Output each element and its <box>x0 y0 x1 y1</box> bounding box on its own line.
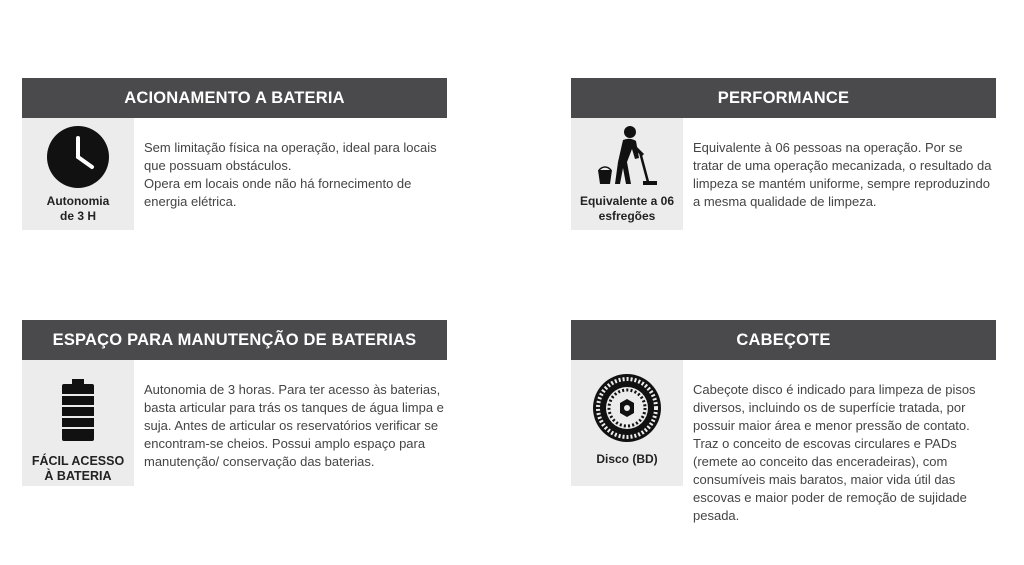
icon-label: Equivalente a 06 esfregões <box>579 194 675 223</box>
icon-box <box>22 360 134 486</box>
card-title: PERFORMANCE <box>571 78 996 118</box>
card-description: Cabeçote disco é indicado para limpeza de pisos diversos, incluindo os de superfície tratada, por possuir maior área e menor pressão de contato. Traz o conceito de escovas circulares e PADs (remete ao conceito das enceradeiras), com consumíveis mais baratos, maior vida útil das escovas e maior poder de remoção de sujidade pesada. <box>693 382 976 523</box>
icon-box <box>571 360 683 486</box>
brush-disc-icon <box>592 373 662 443</box>
card-title: ESPAÇO PARA MANUTENÇÃO DE BATERIAS <box>22 320 447 360</box>
card-description: Sem limitação física na operação, ideal para locais que possuam obstáculos. Opera em locais onde não há fornecimento de energia elétrica. <box>144 140 437 209</box>
card-acionamento-bateria <box>22 78 447 230</box>
icon-label: Autonomia de 3 H <box>46 194 110 223</box>
icon-box <box>571 118 683 230</box>
card-description: Autonomia de 3 horas. Para ter acesso às baterias, basta articular para trás os tanques de água limpa e suja. Antes de articular os reservatórios verificar se encontram-se cheios. Possui amplo espaço para manutenção/ conservação das baterias. <box>144 382 444 469</box>
icon-label: Disco (BD) <box>596 452 658 466</box>
card-description: Equivalente à 06 pessoas na operação. Por se tratar de uma operação mecanizada, o resultado da limpeza se mantém uniforme, sempre reproduzindo a mesma qualidade de limpeza. <box>693 140 992 209</box>
icon-box <box>22 118 134 230</box>
card-performance <box>571 78 996 230</box>
card-title: CABEÇOTE <box>571 320 996 360</box>
battery-icon <box>61 379 95 441</box>
cleaner-person-icon <box>594 124 660 190</box>
icon-label: FÁCIL ACESSO À BATERIA <box>31 454 125 483</box>
card-cabecote <box>571 320 996 525</box>
card-title: ACIONAMENTO A BATERIA <box>22 78 447 118</box>
clock-icon <box>46 125 110 189</box>
card-espaco-manutencao-baterias <box>22 320 447 486</box>
